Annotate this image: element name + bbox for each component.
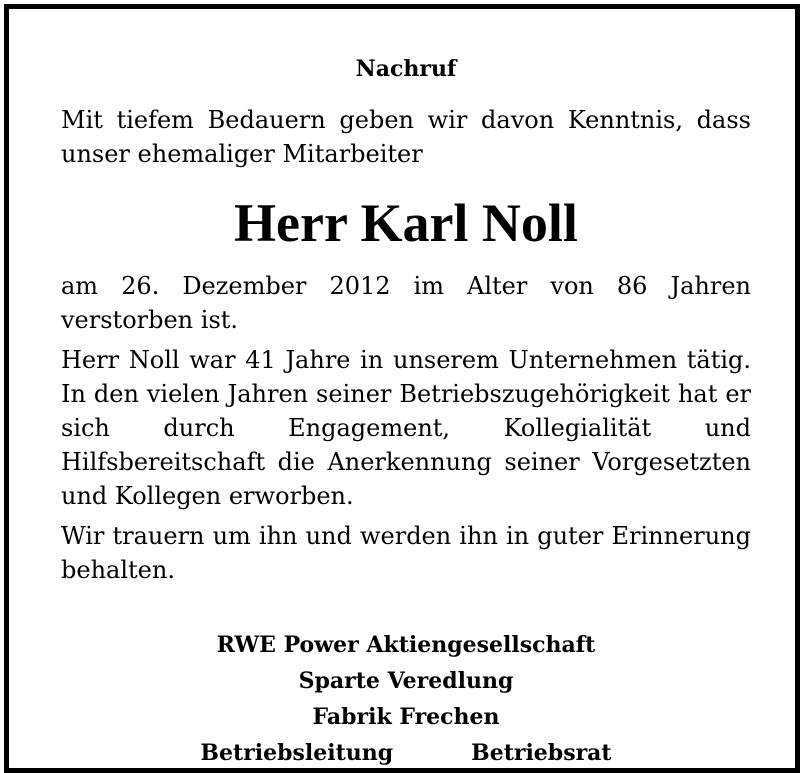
obituary-frame: [4, 4, 800, 773]
obituary-content: [61, 55, 751, 771]
mourning-paragraph: Wir trauern um ihn und werden ihn in guter Erinnerung behalten.: [61, 522, 751, 584]
signature-company: RWE Power Aktiengesellschaft: [216, 632, 596, 658]
signature-works-council: Betriebsrat: [471, 740, 612, 766]
deceased-name: Herr Karl Noll: [234, 193, 578, 253]
death-paragraph: am 26. Dezember 2012 im Alter von 86 Jahren verstorben ist.: [61, 272, 751, 334]
obituary-heading: Nachruf: [355, 56, 457, 82]
signature-row: [61, 735, 751, 771]
signature-plant: Fabrik Frechen: [312, 704, 500, 730]
intro-paragraph: Mit tiefem Bedauern geben wir davon Kenntnis, dass unser ehemaliger Mitarbeiter: [61, 106, 751, 168]
signature-division: Sparte Veredlung: [298, 668, 514, 694]
signature-management: Betriebsleitung: [200, 740, 394, 766]
career-paragraph: Herr Noll war 41 Jahre in unserem Unternehmen tätig. In den vielen Jahren seiner Betriebszugehörigkeit hat er sich durch Engagement, Kollegialität und Hilfsbereitschaft die Anerkennung seiner Vorgesetzten und Kollegen erworben.: [61, 346, 751, 510]
signature-block: [61, 627, 751, 771]
